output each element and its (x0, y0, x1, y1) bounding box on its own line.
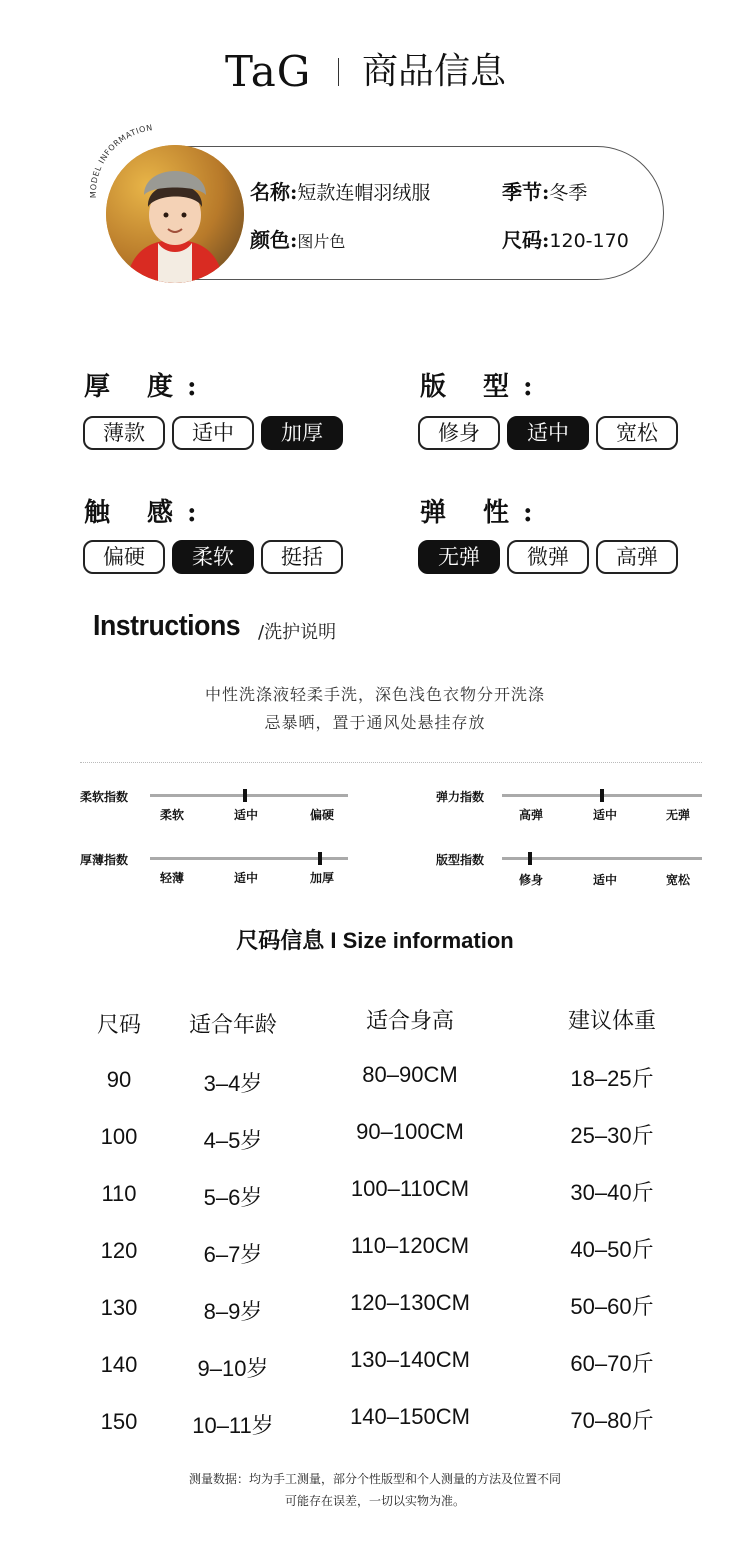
thickness-title: 厚 度: (84, 372, 211, 402)
instructions-title: Instructions (93, 610, 241, 642)
col-header-age: 适合年龄 (188, 1013, 277, 1038)
table-cell-age: 8–9岁 (203, 1299, 263, 1324)
fit-index-marker (528, 852, 532, 865)
color-key: 颜色: (250, 228, 298, 252)
elasticity-option-none: 无弹 (418, 540, 500, 574)
table-cell-weight: 40–50斤 (570, 1237, 654, 1262)
instructions-subtitle: /洗护说明 (258, 622, 337, 643)
elastic-index-marker (600, 789, 604, 802)
table-cell-height: 100–110CM (350, 1176, 470, 1201)
table-cell-size: 150 (100, 1409, 138, 1434)
info-name (250, 176, 430, 205)
softness-index-marker (243, 789, 247, 802)
size-key: 尺码: (502, 228, 550, 252)
table-cell-size: 140 (100, 1352, 138, 1377)
info-size (502, 224, 629, 253)
name-key: 名称: (250, 180, 298, 204)
season-value: 冬季 (549, 182, 588, 204)
table-cell-weight: 50–60斤 (570, 1294, 654, 1319)
table-cell-size: 130 (100, 1295, 138, 1320)
elastic-tick-1: 高弹 (518, 808, 543, 822)
info-color (250, 224, 345, 253)
table-cell-size: 110 (101, 1181, 137, 1206)
touch-option-hard: 偏硬 (83, 540, 165, 574)
thickness-index-marker (318, 852, 322, 865)
badge-text: MODEL INFORMATION (88, 123, 154, 199)
table-cell-height: 80–90CM (362, 1062, 458, 1087)
fit-title: 版 型: (420, 372, 547, 402)
table-cell-weight: 70–80斤 (570, 1408, 654, 1433)
table-cell-weight: 60–70斤 (570, 1351, 654, 1376)
thickness-tick-1: 轻薄 (159, 871, 184, 885)
fit-tick-1: 修身 (518, 873, 543, 887)
size-value: 120-170 (549, 230, 629, 252)
touch-title: 触 感: (84, 498, 211, 528)
table-cell-age: 10–11岁 (192, 1413, 274, 1438)
table-cell-age: 4–5岁 (203, 1128, 263, 1153)
measurement-note-line-1: 测量数据：均为手工测量，部分个性版型和个人测量的方法及位置不同 (188, 1472, 561, 1486)
elasticity-option-high: 高弹 (596, 540, 678, 574)
softness-index-label: 柔软指数 (80, 790, 129, 804)
softness-tick-2: 适中 (233, 808, 258, 822)
table-cell-height: 140–150CM (350, 1404, 470, 1429)
softness-index-track (150, 794, 348, 797)
elastic-index-label: 弹力指数 (436, 790, 485, 804)
table-cell-height: 120–130CM (350, 1290, 470, 1315)
instructions-line-2: 忌暴晒，置于通风处悬挂存放 (264, 713, 486, 732)
fit-option-slim: 修身 (418, 416, 500, 450)
elastic-tick-3: 无弹 (665, 808, 690, 822)
elasticity-title: 弹 性: (420, 498, 547, 528)
thickness-option-medium: 适中 (172, 416, 254, 450)
elastic-tick-2: 适中 (592, 808, 617, 822)
col-header-height: 适合身高 (365, 1009, 454, 1034)
table-cell-weight: 25–30斤 (570, 1123, 654, 1148)
section-divider (80, 762, 702, 763)
size-info-title: 尺码信息 I Size information (236, 928, 514, 953)
table-cell-size: 90 (106, 1067, 132, 1092)
fit-tick-3: 宽松 (665, 873, 690, 887)
softness-tick-1: 柔软 (159, 808, 184, 822)
table-cell-weight: 30–40斤 (570, 1180, 654, 1205)
softness-tick-3: 偏硬 (309, 808, 334, 822)
instructions-line-1: 中性洗涤液轻柔手洗，深色浅色衣物分开洗涤 (204, 685, 545, 704)
table-cell-age: 6–7岁 (203, 1242, 263, 1267)
child-model-photo (106, 145, 244, 283)
season-key: 季节: (502, 180, 550, 204)
col-header-size: 尺码 (96, 1013, 141, 1038)
table-cell-height: 110–120CM (350, 1233, 470, 1258)
table-cell-size: 120 (100, 1238, 138, 1263)
thickness-index-label: 厚薄指数 (80, 853, 129, 867)
model-avatar (106, 145, 244, 283)
header (0, 48, 750, 98)
table-cell-age: 5–6岁 (203, 1185, 263, 1210)
fit-tick-2: 适中 (592, 873, 617, 887)
touch-option-crisp: 挺括 (261, 540, 343, 574)
elasticity-option-slight: 微弹 (507, 540, 589, 574)
table-cell-height: 130–140CM (350, 1347, 470, 1372)
fit-index-label: 版型指数 (436, 853, 485, 867)
table-cell-height: 90–100CM (356, 1119, 464, 1144)
header-divider (338, 58, 339, 86)
thickness-tick-2: 适中 (233, 871, 258, 885)
page-title: 商品信息 (362, 51, 507, 92)
info-season (502, 176, 587, 205)
thickness-tick-3: 加厚 (309, 871, 334, 885)
color-value: 图片色 (297, 232, 346, 251)
name-value: 短款连帽羽绒服 (297, 182, 431, 204)
measurement-note-line-2: 可能存在误差，一切以实物为准。 (284, 1494, 465, 1508)
table-cell-weight: 18–25斤 (570, 1066, 654, 1091)
fit-option-loose: 宽松 (596, 416, 678, 450)
table-cell-size: 100 (100, 1124, 138, 1149)
fit-index-track (502, 857, 702, 860)
fit-option-regular: 适中 (507, 416, 589, 450)
col-header-weight: 建议体重 (567, 1009, 656, 1034)
touch-option-soft: 柔软 (172, 540, 254, 574)
table-cell-age: 9–10岁 (197, 1356, 269, 1381)
table-cell-age: 3–4岁 (203, 1071, 263, 1096)
thickness-option-thick: 加厚 (261, 416, 343, 450)
thickness-option-thin: 薄款 (83, 416, 165, 450)
brand-logo: TaG (225, 47, 312, 96)
